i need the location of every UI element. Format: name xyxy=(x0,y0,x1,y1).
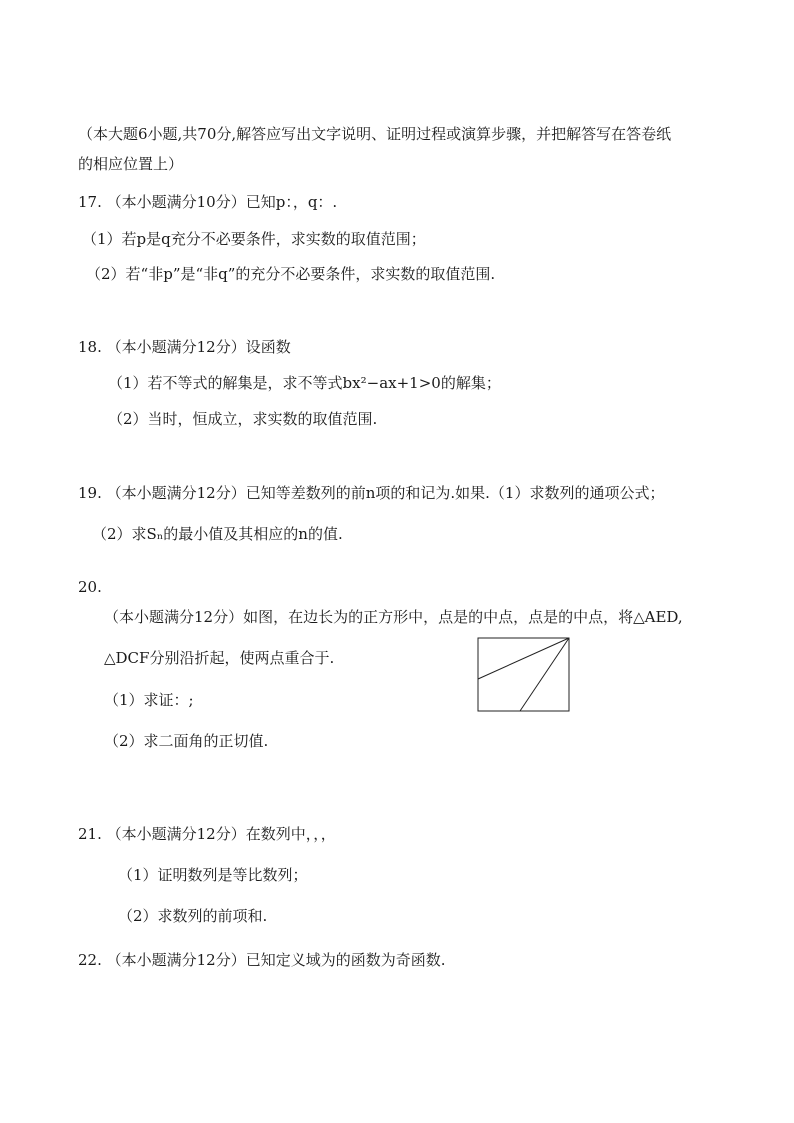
q21-stem: 21. （本小题满分12分）在数列中，，， xyxy=(78,825,336,843)
q21-part1: （1）证明数列是等比数列； xyxy=(118,866,308,884)
q20-part2: （2）求二面角的正切值. xyxy=(104,732,269,750)
q18-stem: 18. （本小题满分12分）设函数 xyxy=(78,338,291,356)
q18-part2: （2）当时，恒成立，求实数的取值范围. xyxy=(108,410,378,428)
q17-part1: （1）若p是q充分不必要条件，求实数的取值范围； xyxy=(82,230,426,248)
q20-number: 20. xyxy=(78,578,102,596)
q20-part1: （1）求证：; xyxy=(104,691,194,709)
square-outline xyxy=(478,638,569,711)
intro-line-2: 的相应位置上） xyxy=(78,155,184,173)
q21-part2: （2）求数列的前项和. xyxy=(118,907,268,925)
q20-line2: △DCF分别沿折起，使两点重合于. xyxy=(104,649,335,667)
q19-stem: 19. （本小题满分12分）已知等差数列的前n项的和记为.如果.（1）求数列的通项公式； xyxy=(78,484,665,502)
q19-part2: （2）求Sₙ的最小值及其相应的n的值. xyxy=(92,525,343,543)
intro-line-1: （本大题6小题,共70分,解答应写出文字说明、证明过程或演算步骤，并把解答写在答卷纸 xyxy=(78,125,672,143)
q17-stem: 17. （本小题满分10分）已知p：，q：. xyxy=(78,193,338,211)
q22-stem: 22. （本小题满分12分）已知定义域为的函数为奇函数. xyxy=(78,951,446,969)
square-fold-diagram xyxy=(477,637,571,713)
q20-line1: （本小题满分12分）如图，在边长为的正方形中，点是的中点，点是的中点，将△AED, xyxy=(104,608,683,626)
q17-part2: （2）若“非p”是“非q”的充分不必要条件，求实数的取值范围. xyxy=(86,265,496,283)
q18-part1: （1）若不等式的解集是，求不等式bx²−ax+1>0的解集； xyxy=(108,374,501,392)
